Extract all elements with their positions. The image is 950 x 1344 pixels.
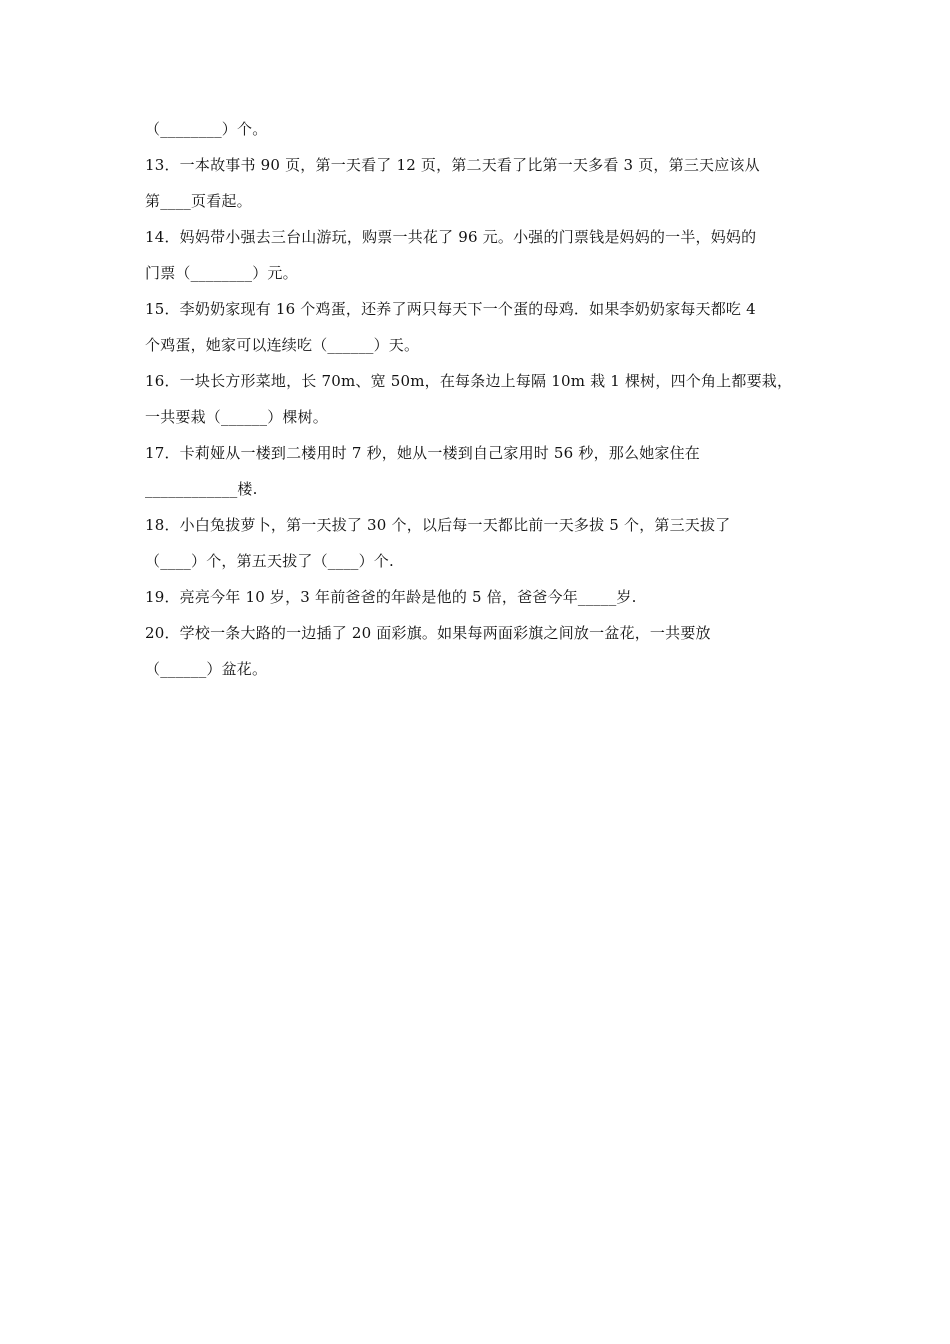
question-18-continuation: （____）个，第五天拔了（____）个. (145, 552, 394, 570)
question-15: 15．李奶奶家现有 16 个鸡蛋，还养了两只每天下一个蛋的母鸡．如果李奶奶家每天都吃 4 (145, 300, 756, 318)
question-18: 18．小白兔拔萝卜，第一天拔了 30 个，以后每一天都比前一天多拔 5 个，第三天拔了 (145, 516, 731, 534)
question-16: 16．一块长方形菜地，长 70m、宽 50m，在每条边上每隔 10m 栽 1 棵树，四个角上都要栽， (145, 372, 793, 390)
question-14-continuation: 门票（________）元。 (145, 264, 298, 282)
question-list (145, 116, 815, 692)
question-20-continuation: （______）盆花。 (145, 660, 268, 678)
question-14: 14．妈妈带小强去三台山游玩，购票一共花了 96 元。小强的门票钱是妈妈的一半，妈妈的 (145, 228, 757, 246)
question-17-continuation: ____________楼. (145, 480, 258, 498)
question-19: 19．亮亮今年 10 岁，3 年前爸爸的年龄是他的 5 倍，爸爸今年_____岁. (145, 588, 637, 606)
text-line-q12-continuation: （________）个。 (145, 120, 268, 138)
question-17: 17．卡莉娅从一楼到二楼用时 7 秒，她从一楼到自己家用时 56 秒，那么她家住在 (145, 444, 700, 462)
question-20: 20．学校一条大路的一边插了 20 面彩旗。如果每两面彩旗之间放一盆花，一共要放 (145, 624, 711, 642)
question-13: 13．一本故事书 90 页，第一天看了 12 页，第二天看了比第一天多看 3 页，第三天应该从 (145, 156, 760, 174)
question-15-continuation: 个鸡蛋，她家可以连续吃（______）天。 (145, 336, 420, 354)
question-13-continuation: 第____页看起。 (145, 192, 252, 210)
question-16-continuation: 一共要栽（______）棵树。 (145, 408, 329, 426)
